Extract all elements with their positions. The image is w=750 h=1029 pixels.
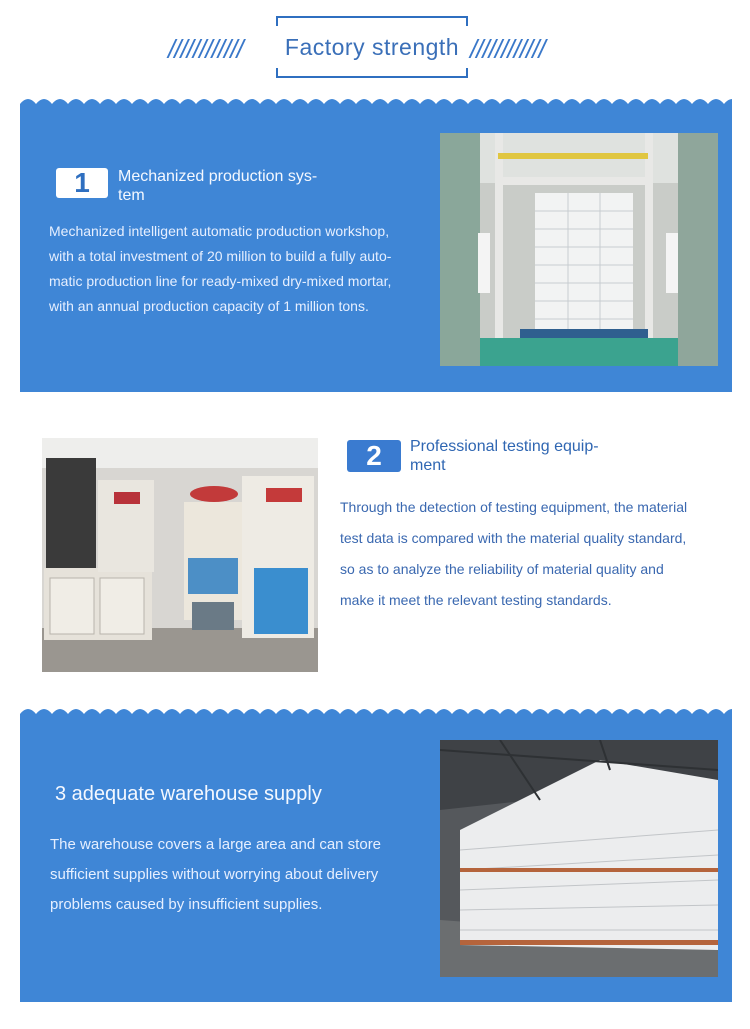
decorative-slashes-right: ////////////: [470, 34, 545, 64]
title-frame: [276, 16, 468, 78]
decorative-slashes-left: ////////////: [168, 34, 243, 64]
section-2-heading: Professional testing equip- ment: [410, 438, 599, 474]
testing-equipment-photo: [42, 438, 318, 672]
automatic-palletizing-workshop-photo: [440, 133, 718, 366]
section-header: [0, 0, 750, 90]
wavy-top-edge: [20, 704, 732, 716]
section-1-panel: [20, 104, 732, 392]
section-2-number-badge: 2: [347, 440, 401, 472]
page-title: Factory strength: [284, 34, 460, 60]
section-3-paragraph: The warehouse covers a large area and can store sufficient supplies without worrying about delivery problems caused by insufficient supplies.: [50, 836, 382, 913]
section-1-heading: Mechanized production sys- tem: [118, 168, 318, 204]
section-1-paragraph: Mechanized intelligent automatic production workshop, with a total investment of 20 million to build a fully auto- matic production line for ready-mixed dry-mixed mortar, with an annual production capacity of 1 million tons.: [49, 223, 392, 314]
section-3-panel: [20, 714, 732, 1002]
section-3-heading: 3 adequate warehouse supply: [55, 783, 322, 805]
section-1-number-badge: 1: [56, 168, 108, 198]
wavy-top-edge: [20, 94, 732, 106]
warehouse-stacked-bags-photo: [440, 740, 718, 977]
section-2-paragraph: Through the detection of testing equipment, the material test data is compared with the material quality standard, so as to analyze the reliability of material quality and make it meet the relevant testing standards.: [340, 499, 688, 608]
